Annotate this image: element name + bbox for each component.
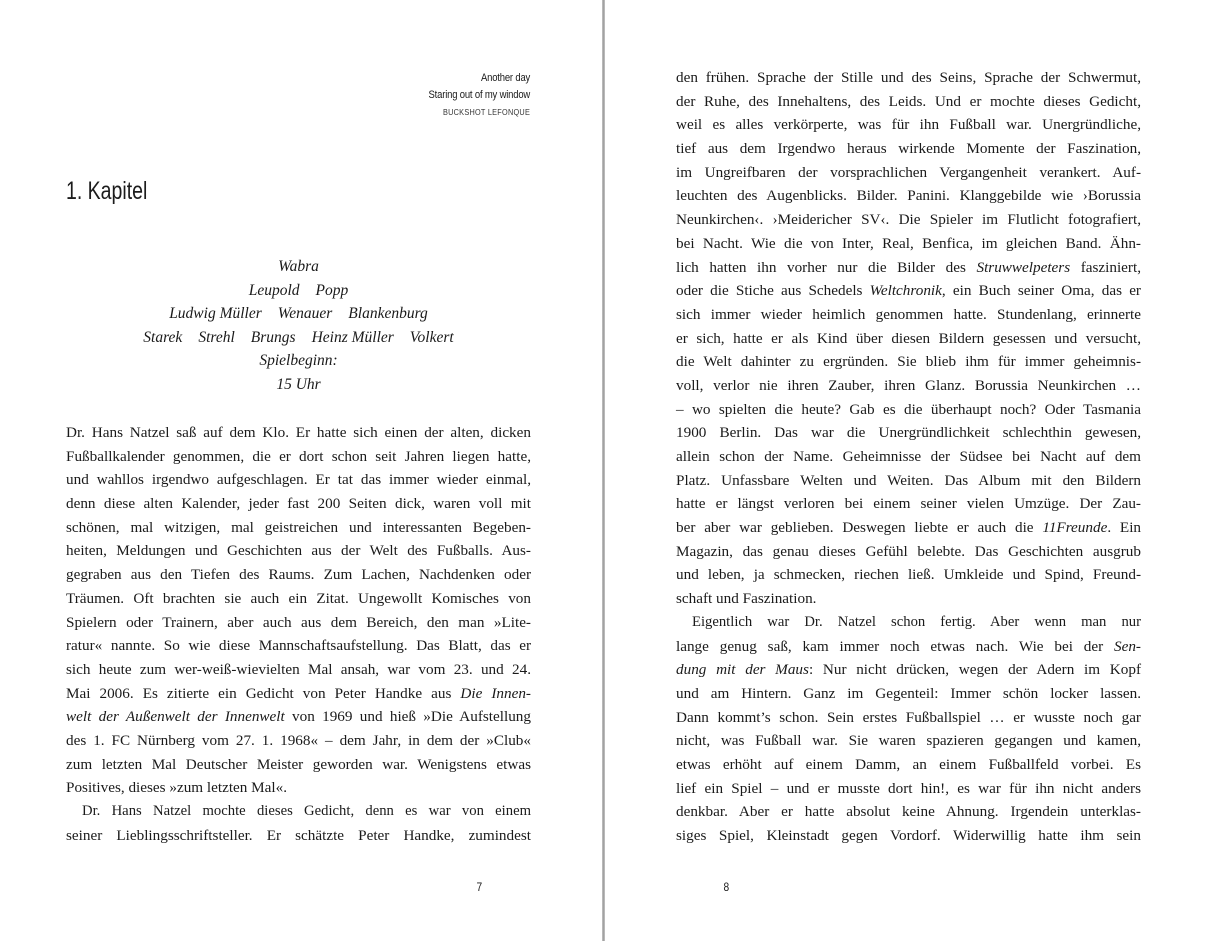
text-fragment: ber aber war geblieben. Deswegen liebte er auch die: [676, 519, 1043, 537]
text-line: er sich, hatte er als Kind über diesen Bildern gesessen und versucht,: [676, 329, 1141, 347]
text-line: denkbar. Aber er hatte absolut keine Ahnung. Irgendein unterklas-: [676, 803, 1141, 821]
player-name: Blankenburg: [348, 305, 428, 322]
text-line: [676, 516, 1141, 540]
show-title: Sen-: [1114, 637, 1141, 655]
body-text-right: [676, 66, 1141, 848]
magazine-title: 11Freunde: [1042, 519, 1108, 537]
epigraph: [428, 70, 530, 121]
text-line: gegraben aus den Tiefen des Raums. Zum Lachen, Nachdenken oder: [66, 566, 531, 584]
text-line: Dr. Hans Natzel saß auf dem Klo. Er hatte sich einen der alten, dicken: [66, 424, 531, 441]
lineup-row: [66, 326, 531, 350]
text-line: sich immer wieder heimlich genommen hatte. Stundenlang, erinnerte: [676, 305, 1141, 323]
lineup-row: [66, 255, 531, 279]
team-lineup: [66, 255, 531, 396]
text-line: voll, verlor nie ihren Zauber, ihren Glanz. Borussia Neunkirchen …: [676, 376, 1141, 394]
kickoff-label: Spielbeginn:: [259, 352, 338, 369]
text-line: lief ein Spiel – und er musste dort hin!, es war für ihn nicht anders: [676, 779, 1141, 797]
text-line: sich heute zum wer-weiß-wievielten Mal ansah, war vom 23. und 24.: [66, 660, 531, 678]
text-line: die Welt dahinter zu ergründen. Sie blieb ihm für immer geheimnis-: [676, 353, 1141, 371]
player-name: Strehl: [198, 328, 235, 346]
text-line: – wo spielten die heute? Gab es die überhaupt noch? Oder Tasmania: [676, 400, 1141, 418]
text-line: Magazin, das genau dieses Gefühl belebte. Das Geschichten ausgrub: [676, 542, 1141, 560]
text-line: [676, 256, 1141, 280]
book-title: welt der Außenwelt der Innenwelt: [66, 708, 285, 726]
page-number: 8: [723, 880, 730, 894]
book-title: Weltchronik: [869, 282, 942, 300]
lineup-row: [66, 279, 531, 303]
right-page: [605, 0, 1207, 941]
text-line: leuchten des Augenblicks. Bilder. Panini. Klanggebilde wie ›Borussia: [676, 187, 1141, 205]
text-line: schaft und Faszination.: [676, 590, 817, 608]
player-name: Popp: [315, 281, 349, 299]
text-fragment: fasziniert,: [1070, 258, 1141, 276]
epigraph-credit: BUCKSHOT LEFONQUE: [442, 107, 530, 117]
player-name: Wenauer: [277, 305, 333, 322]
text-line: Dann kommt’s schon. Sein erstes Fußballspiel … er wusste noch gar: [676, 708, 1141, 726]
text-line: siges Spiel, Kleinstadt gegen Vordorf. Widerwillig hatte ihm sein: [676, 827, 1141, 844]
text-fragment: Mai 2006. Es zitierte ein Gedicht von Peter Handke aus: [66, 684, 461, 702]
text-line: den frühen. Sprache der Stille und des Seins, Sprache der Schwermut,: [676, 69, 1141, 86]
text-line: ratur« nannte. So wie diese Mannschaftsaufstellung. Das Blatt, das er: [66, 637, 531, 655]
text-line: Positives, dieses »zum letzten Mal«.: [66, 779, 288, 797]
text-line: hatte er längst verloren bei einem seiner vielen Umzüge. Der Zau-: [676, 495, 1141, 513]
book-title: Struwwelpeters: [976, 258, 1071, 276]
text-line: tief aus dem Irgendwo heraus wirkende Momente der Faszination,: [676, 140, 1141, 158]
page-number: 7: [476, 880, 483, 894]
text-fragment: lich hatten ihn vorher nur die Bilder des: [676, 258, 977, 276]
text-line: bei Nacht. Wie die von Inter, Real, Benfica, im gleichen Band. Ähn-: [676, 234, 1141, 252]
text-line: Eigentlich war Dr. Natzel schon fertig. Aber wenn man nur: [692, 613, 1141, 630]
text-fragment: lange genug saß, kam immer noch etwas nach. Wie bei der: [676, 637, 1114, 655]
text-line: etwas erhöht auf einem Damm, an einem Fußballfeld vorbei. Es: [676, 755, 1141, 773]
text-line: heiten, Meldungen und Geschichten aus der Welt des Fußballs. Aus-: [66, 542, 531, 560]
text-line: Platz. Unfassbare Welten und Weiten. Das Album mit den Bildern: [676, 471, 1141, 489]
chapter-title: 1. Kapitel: [66, 177, 148, 205]
text-line: [676, 658, 1141, 682]
text-line: und leben, ja schmecken, riechen ließ. Umkleide und Spind, Freund-: [676, 566, 1141, 584]
player-name: Volkert: [409, 328, 454, 346]
body-text-left: [66, 421, 531, 847]
text-line: allein schon der Name. Geheimnisse der Südsee bei Nacht auf dem: [676, 448, 1141, 465]
text-line: [676, 279, 1141, 303]
text-line: im Ungreifbaren der vorsprachlichen Vergangenheit verankert. Auf-: [676, 163, 1141, 181]
book-title: Die Innen-: [460, 684, 531, 702]
text-line: der Ruhe, des Innehaltens, des Leids. Und er mochte dieses Gedicht,: [676, 92, 1141, 110]
player-name: Heinz Müller: [311, 328, 394, 346]
text-line: und wahllos irgendwo aufgeschlagen. Er tat das immer wieder einmal,: [66, 471, 531, 489]
show-title: dung mit der Maus: [676, 661, 809, 679]
kickoff-time: 15 Uhr: [276, 375, 321, 393]
text-line: [66, 705, 531, 729]
text-line: weil es alles verkörperte, was für ihn Fußball war. Unergründliche,: [676, 116, 1141, 134]
player-name: Brungs: [250, 328, 296, 346]
player-name: Ludwig Müller: [169, 305, 262, 322]
text-fragment: oder die Stiche aus Schedels: [676, 282, 870, 300]
text-line: zum letzten Mal Deutscher Meister geworden war. Wenigstens etwas: [66, 755, 531, 773]
text-line: des 1. FC Nürnberg vom 27. 1. 1968« – dem Jahr, in dem der »Club«: [66, 731, 531, 749]
text-line: [676, 635, 1141, 659]
text-line: schönen, mal witzigen, mal geistreichen und interessanten Begeben-: [66, 518, 531, 536]
text-line: Dr. Hans Natzel mochte dieses Gedicht, denn es war von einem: [82, 803, 531, 819]
lineup-row: [66, 349, 531, 373]
text-line: Spielern oder Trainern, aber auch aus dem Bereich, den man »Lite-: [66, 613, 531, 631]
text-line: Träumen. Oft brachten sie auch ein Zitat. Ungewollt Komisches von: [66, 589, 531, 607]
epigraph-line: Another day: [480, 72, 530, 84]
left-page: [0, 0, 603, 941]
text-line: 1900 Berlin. Das war die Unergründlichkeit schlechthin gewesen,: [676, 424, 1141, 442]
text-fragment: : Nur nicht drücken, wegen der Adern im Kopf: [808, 661, 1141, 679]
text-line: nicht, was Fußball war. Sie waren spazieren gegangen und kamen,: [676, 732, 1141, 750]
text-fragment: , ein Buch seiner Oma, das er: [941, 282, 1141, 300]
text-line: Neunkirchen‹. ›Meidericher SV‹. Die Spieler im Flutlicht fotografiert,: [676, 211, 1141, 229]
text-line: [66, 682, 531, 706]
text-line: Fußballkalender genommen, die er dort schon seit Jahren liegen hatte,: [66, 447, 531, 465]
epigraph-line: Staring out of my window: [428, 89, 530, 101]
text-line: denn diese alten Kalender, jeder fast 200 Seiten dick, waren voll mit: [66, 495, 531, 513]
lineup-row: [66, 302, 531, 326]
text-fragment: . Ein: [1107, 519, 1142, 537]
player-name: Wabra: [278, 258, 319, 275]
text-fragment: von 1969 und hieß »Die Aufstellung: [284, 708, 531, 726]
player-name: Starek: [143, 328, 183, 346]
player-name: Leupold: [248, 281, 300, 299]
lineup-row: [66, 373, 531, 397]
text-line: und am Hintern. Ganz im Gegenteil: Immer schön locker lassen.: [676, 684, 1141, 702]
text-line: seiner Lieblingsschriftsteller. Er schätzte Peter Handke, zumindest: [66, 826, 531, 844]
